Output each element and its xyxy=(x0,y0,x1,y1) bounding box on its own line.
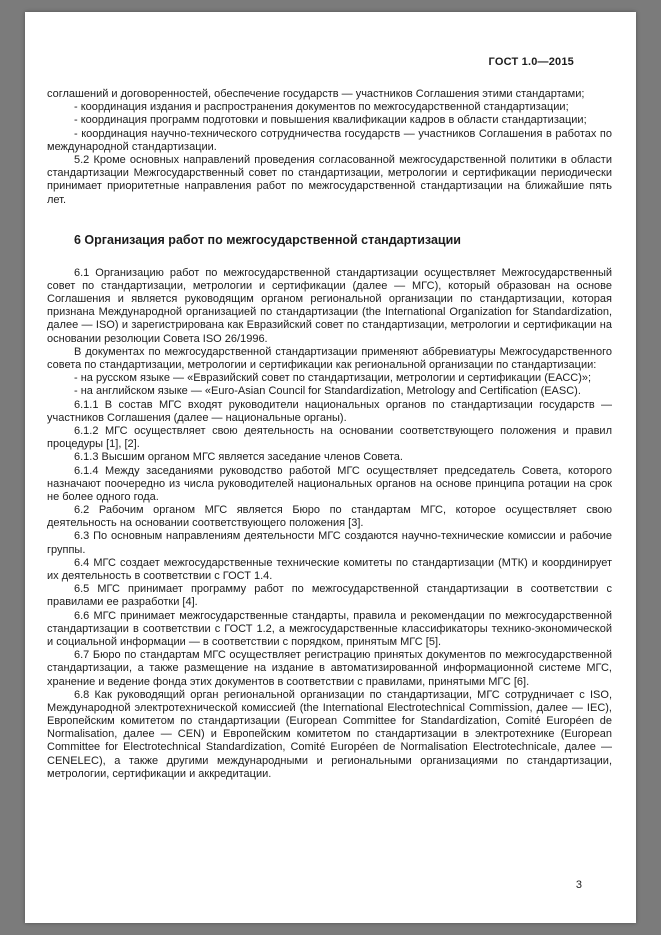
paragraph: 6.1.3 Высшим органом МГС является заседание членов Совета. xyxy=(74,451,403,464)
paragraph: 6.1 Организацию работ по межгосударственной стандартизации осуществляет Межгосударственный совет по стандартизации, метрологии и сертификации (далее — МГС), который образован на основе Соглашения и является руководящим органом региональной организации по стандартизации, которая признана Международной организацией по стандартизации (the International Organization for Standardization, далее — ISO) и зарегистрирована как Евразийский совет по стандартизации, метрологии и сертификации на основании резолюции Совета ISO 26/1996. xyxy=(47,266,612,345)
document-code: ГОСТ 1.0—2015 xyxy=(488,56,574,68)
paragraph: - на русском языке — «Евразийский совет по стандартизации, метрологии и сертификации (ЕАСС)»; xyxy=(74,372,592,385)
paragraph: - координация издания и распространения документов по межгосударственной стандартизации; xyxy=(74,101,569,114)
paragraph: 5.2 Кроме основных направлений проведения согласованной межгосударственной политики в области стандартизации Межгосударственный совет по стандартизации, метрологии и сертификации периодически принимает приоритетные направления работ по межгосударственной стандартизации на ближайшие пять лет. xyxy=(47,153,612,206)
page-number: 3 xyxy=(575,879,582,891)
paragraph: 6.2 Рабочим органом МГС является Бюро по стандартам МГС, которое осуществляет свою деятельность на основании соответствующего положения [3]. xyxy=(47,504,612,530)
document-body xyxy=(47,88,612,781)
paragraph: - на английском языке — «Euro-Asian Council for Standardization, Metrology and Certification (EASC). xyxy=(74,385,581,398)
paragraph: - координация научно-технического сотрудничества государств — участников Соглашения в работах по международной стандартизации. xyxy=(47,127,612,153)
paragraph: - координация программ подготовки и повышения квалификации кадров в области стандартизации; xyxy=(74,114,587,127)
paragraph: В документах по межгосударственной стандартизации применяют аббревиатуры Межгосударственного совета по стандартизации, метрологии и сертификации как региональной организации по стандартизации: xyxy=(47,345,612,371)
paragraph: 6.4 МГС создает межгосударственные технические комитеты по стандартизации (МТК) и координирует их деятельность в соответствии с ГОСТ 1.4. xyxy=(47,556,612,582)
paragraph: 6.6 МГС принимает межгосударственные стандарты, правила и рекомендации по межгосударственной стандартизации в соответствии с ГОСТ 1.2, а межгосударственные классификаторы технико-экономической и социальной информации — в соответствии с порядком, принятым МГС [5]. xyxy=(47,609,612,648)
paragraph: 6.1.2 МГС осуществляет свою деятельность на основании соответствующего положения и правил процедуры [1], [2]. xyxy=(47,424,612,451)
paragraph: 6.8 Как руководящий орган региональной организации по стандартизации, МГС сотрудничает с ISO, Международной электротехнической комиссией (the International Electrotechnical Commission, далее — IEC), Европейским комитетом по стандартизации (European Committee for Standardization, Comité Européen de Normalisation, далее — CEN) и Европейским комитетом по стандартизации в электротехнике (European Committee for Electrotechnical Standardization, Comité Européen de Normalisation Electrotechnicale, далее — CENELEC), а также другими международными и региональными организациями по стандартизации, метрологии, сертификации и аккредитации. xyxy=(47,688,612,780)
paragraph: 6.5 МГС принимает программу работ по межгосударственной стандартизации в соответствии с правилами ее разработки [4]. xyxy=(47,583,612,609)
paragraph: 6.3 По основным направлениям деятельности МГС создаются научно-технические комиссии и рабочие группы. xyxy=(47,530,612,556)
section-heading: 6 Организация работ по межгосударственной стандартизации xyxy=(74,232,461,247)
paragraph: 6.1.4 Между заседаниями руководство работой МГС осуществляет председатель Совета, которого назначают поочередно из числа руководителей национальных органов на основе принципа ротации на срок не более одного года. xyxy=(47,464,612,503)
paragraph: 6.1.1 В состав МГС входят руководители национальных органов по стандартизации государств — участников Соглашения (далее — национальные органы). xyxy=(47,398,612,424)
document-page xyxy=(25,12,636,923)
paragraph: 6.7 Бюро по стандартам МГС осуществляет регистрацию принятых документов по межгосударственной стандартизации, а также размещение на издание в автоматизированной информационной системе МГС, хранение и ведение фонда этих документов в соответствии с правилами, принятыми МГС [6]. xyxy=(47,649,612,688)
paragraph: соглашений и договоренностей, обеспечение государств — участников Соглашения этими стандартами; xyxy=(47,88,585,100)
